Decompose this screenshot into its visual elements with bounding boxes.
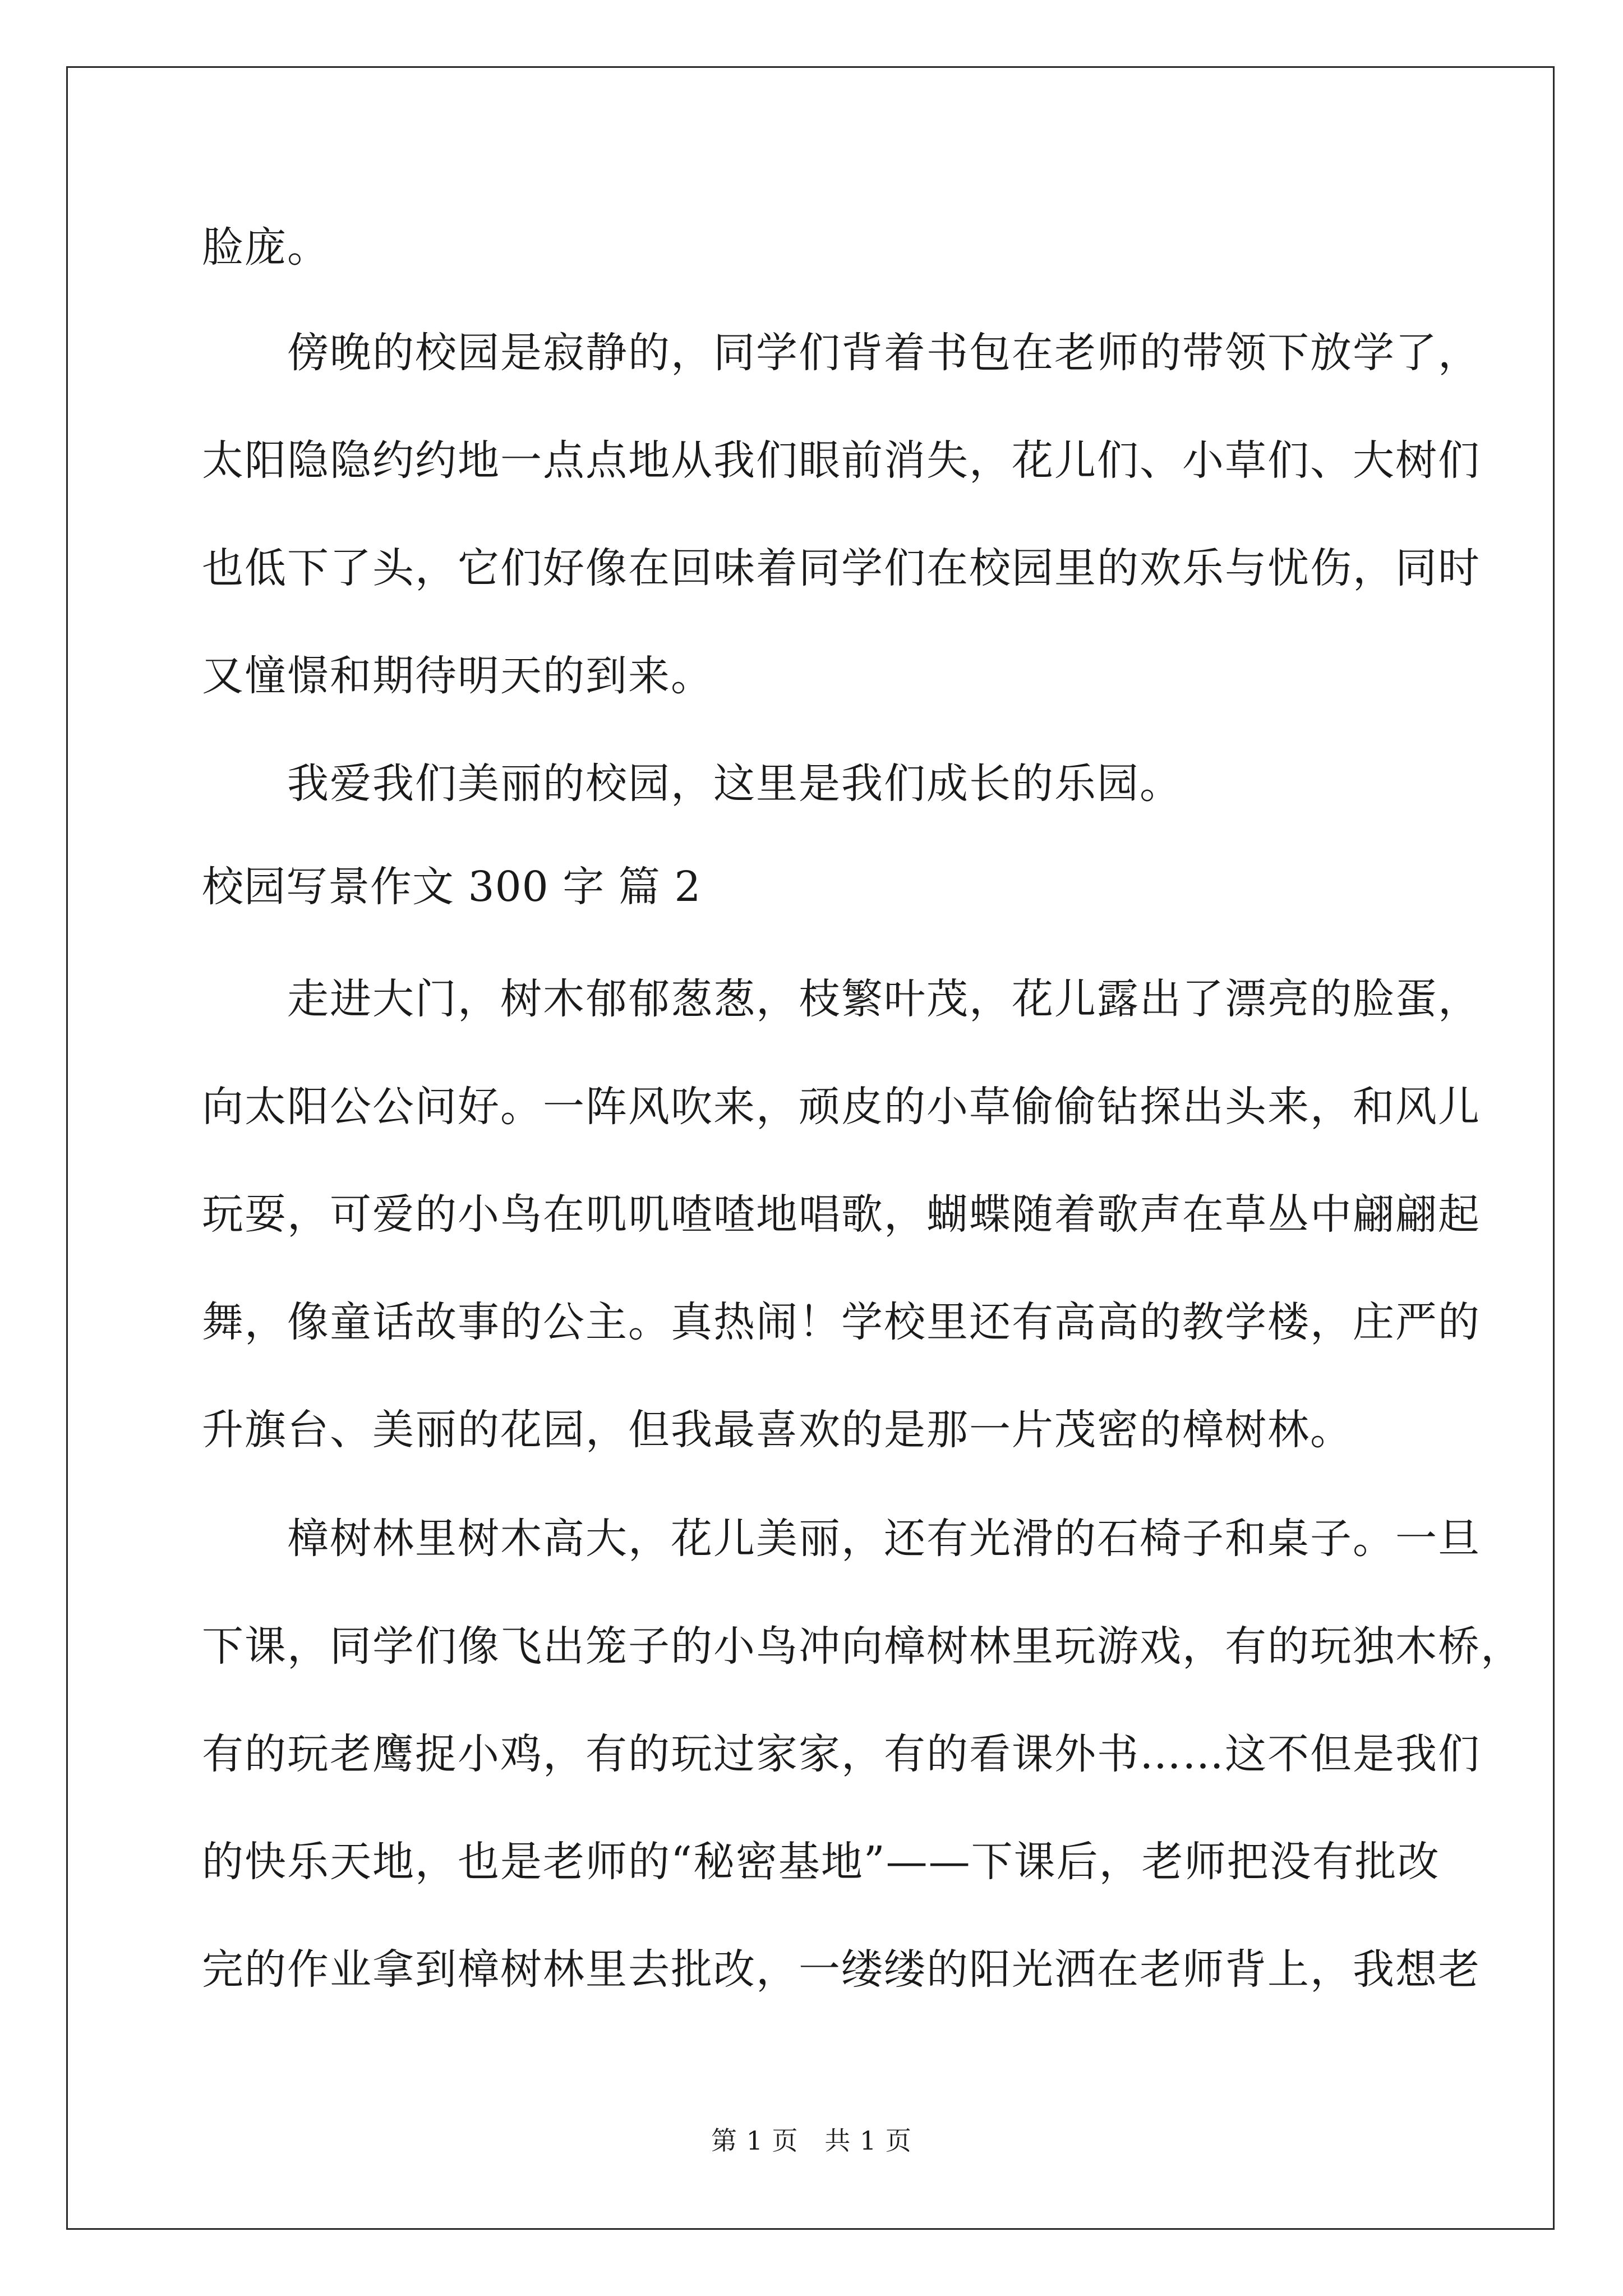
section-heading: 校园写景作文 300 字 篇 2 [202, 863, 702, 911]
text-line-12: 升旗台、美丽的花园，但我最喜欢的是那一片茂密的樟树林。 [202, 1406, 1353, 1454]
text-line-11: 舞，像童话故事的公主。真热闹！学校里还有高高的教学楼，庄严的 [202, 1298, 1481, 1346]
text-line-2: 傍晚的校园是寂静的，同学们背着书包在老师的带领下放学了， [202, 329, 1481, 377]
text-line-14: 下课，同学们像飞出笼子的小鸟冲向樟树林里玩游戏，有的玩独木桥， [202, 1622, 1523, 1671]
text-line-6: 我爱我们美丽的校园，这里是我们成长的乐园。 [202, 760, 1182, 808]
text-line-13: 樟树林里树木高大，花儿美丽，还有光滑的石椅子和桌子。一旦 [202, 1515, 1481, 1563]
text-line-9: 向太阳公公问好。一阵风吹来，顽皮的小草偷偷钻探出头来，和风儿 [202, 1083, 1481, 1131]
text-line-5: 又憧憬和期待明天的到来。 [202, 652, 713, 700]
text-line-15: 有的玩老鹰捉小鸡，有的玩过家家，有的看课外书……这不但是我们 [202, 1730, 1481, 1778]
text-line-4: 也低下了头，它们好像在回味着同学们在校园里的欢乐与忧伤，同时 [202, 544, 1481, 592]
text-line-16: 的快乐天地，也是老师的“秘密基地”——下课后，老师把没有批改 [202, 1838, 1440, 1886]
text-line-3: 太阳隐隐约约地一点点地从我们眼前消失，花儿们、小草们、大树们 [202, 436, 1481, 485]
page-border [66, 66, 1555, 2230]
text-line-8: 走进大门，树木郁郁葱葱，枝繁叶茂，花儿露出了漂亮的脸蛋， [202, 975, 1481, 1023]
text-line-10: 玩耍，可爱的小鸟在叽叽喳喳地唱歌，蝴蝶随着歌声在草丛中翩翩起 [202, 1190, 1481, 1239]
text-line-17: 完的作业拿到樟树林里去批改，一缕缕的阳光洒在老师背上，我想老 [202, 1945, 1481, 1994]
text-line-1: 脸庞。 [202, 223, 330, 272]
page-indicator: 第 1 页 共 1 页 [711, 2125, 912, 2156]
